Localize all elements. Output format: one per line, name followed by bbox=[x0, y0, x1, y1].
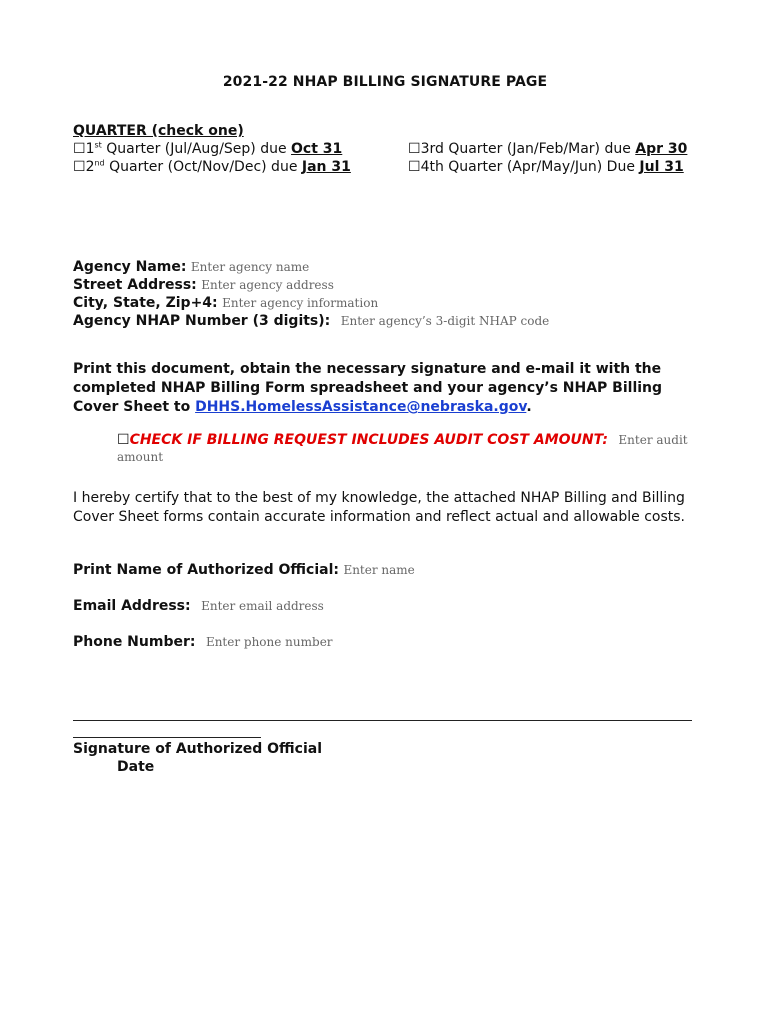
official-phone-label: Phone Number: bbox=[73, 634, 196, 650]
agency-info-section bbox=[73, 258, 549, 330]
q4-checkbox[interactable]: ☐ bbox=[408, 159, 421, 175]
nhap-number-row bbox=[73, 312, 549, 330]
signature-label: Signature of Authorized Official bbox=[73, 741, 323, 757]
dhhs-email-link[interactable]: DHHS.HomelessAssistance@nebraska.gov bbox=[195, 399, 527, 415]
instructions-text: Print this document, obtain the necessary signature and e-mail it with the completed NHAP Billing Form spreadsheet and your agency’s NHAP Billing Cover Sheet to bbox=[73, 361, 663, 415]
city-state-zip-row bbox=[73, 294, 549, 312]
q4-label: 4th Quarter (Apr/May/Jun) Due bbox=[420, 159, 640, 175]
official-phone-row bbox=[73, 634, 333, 650]
quarter-option-q3 bbox=[408, 140, 708, 158]
quarter-right-column bbox=[408, 140, 708, 176]
nhap-number-field[interactable]: Enter agency’s 3-digit NHAP code bbox=[340, 314, 550, 328]
quarter-left-column bbox=[73, 140, 373, 176]
q1-superscript: st bbox=[94, 140, 102, 150]
quarter-option-q2 bbox=[73, 158, 373, 176]
instructions-end: . bbox=[526, 399, 532, 415]
page-title: 2021-22 NHAP BILLING SIGNATURE PAGE bbox=[222, 74, 548, 90]
agency-name-row bbox=[73, 258, 549, 276]
quarter-heading: QUARTER (check one) bbox=[73, 123, 244, 139]
quarter-option-q1 bbox=[73, 140, 373, 158]
instructions-paragraph bbox=[73, 360, 693, 417]
q4-due-date: Jul 31 bbox=[639, 159, 684, 175]
date-line[interactable] bbox=[73, 737, 261, 738]
q1-number: 1 bbox=[85, 141, 95, 157]
q1-checkbox[interactable]: ☐ bbox=[73, 141, 86, 157]
certification-statement: I hereby certify that to the best of my knowledge, the attached NHAP Billing and Billing Cover Sheet forms contain accurate information and reflect actual and allowable costs. bbox=[73, 490, 686, 525]
official-name-label: Print Name of Authorized Official: bbox=[73, 562, 339, 578]
audit-checkbox[interactable]: ☐ bbox=[117, 432, 130, 448]
quarter-section bbox=[73, 122, 244, 140]
city-state-zip-field[interactable]: Enter agency information bbox=[222, 296, 379, 310]
q2-number: 2 bbox=[85, 159, 95, 175]
official-email-row bbox=[73, 598, 324, 614]
q3-label: 3rd Quarter (Jan/Feb/Mar) due bbox=[420, 141, 636, 157]
official-name-field[interactable]: Enter name bbox=[343, 563, 415, 577]
official-email-label: Email Address: bbox=[73, 598, 191, 614]
street-address-field[interactable]: Enter agency address bbox=[201, 278, 334, 292]
city-state-zip-label: City, State, Zip+4: bbox=[73, 295, 218, 311]
official-email-field[interactable]: Enter email address bbox=[201, 599, 324, 613]
nhap-number-label: Agency NHAP Number (3 digits): bbox=[73, 313, 331, 329]
q2-label: Quarter (Oct/Nov/Dec) due bbox=[104, 159, 302, 175]
agency-name-field[interactable]: Enter agency name bbox=[190, 260, 310, 274]
agency-name-label: Agency Name: bbox=[73, 259, 187, 275]
quarter-option-q4 bbox=[408, 158, 708, 176]
date-label: Date bbox=[117, 759, 155, 775]
q2-due-date: Jan 31 bbox=[301, 159, 351, 175]
official-name-row bbox=[73, 562, 415, 578]
q2-checkbox[interactable]: ☐ bbox=[73, 159, 86, 175]
q1-label: Quarter (Jul/Aug/Sep) due bbox=[101, 141, 292, 157]
q3-due-date: Apr 30 bbox=[635, 141, 688, 157]
street-address-row bbox=[73, 276, 549, 294]
q3-checkbox[interactable]: ☐ bbox=[408, 141, 421, 157]
audit-cost-row bbox=[117, 432, 707, 466]
q2-superscript: nd bbox=[94, 158, 105, 168]
street-address-label: Street Address: bbox=[73, 277, 197, 293]
audit-amount-field[interactable]: Enter audit amount bbox=[117, 433, 688, 464]
signature-line[interactable] bbox=[73, 720, 692, 721]
audit-cost-label: CHECK IF BILLING REQUEST INCLUDES AUDIT COST AMOUNT: bbox=[129, 432, 608, 448]
official-phone-field[interactable]: Enter phone number bbox=[205, 635, 333, 649]
q1-due-date: Oct 31 bbox=[291, 141, 343, 157]
